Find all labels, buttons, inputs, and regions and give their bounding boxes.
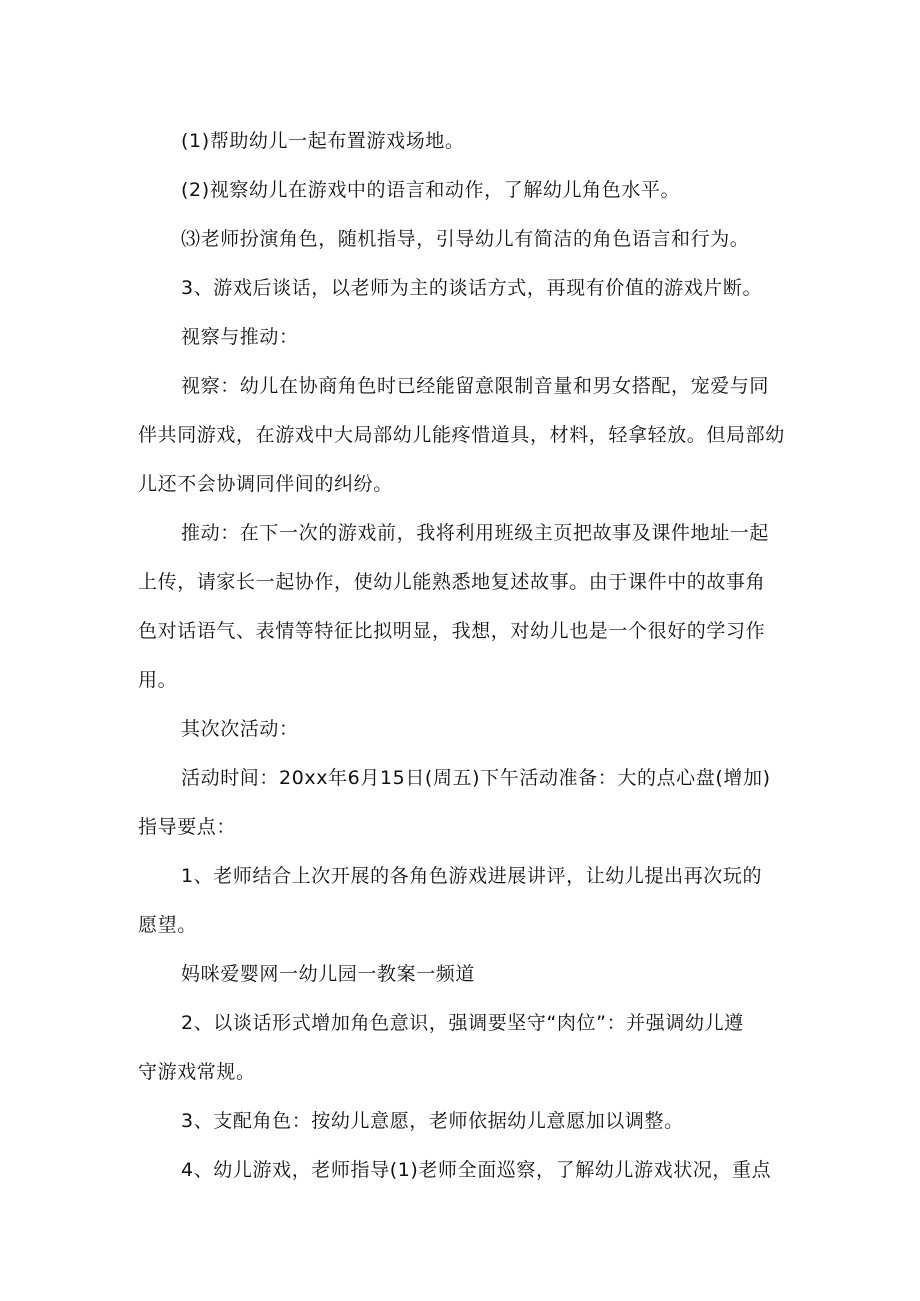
source-note: 妈咪爱婴网一幼儿园一教案一频道 — [181, 963, 476, 985]
paragraph-line: (2)视察幼儿在游戏中的语言和动作，了解幼儿角色水平。 — [181, 179, 681, 201]
paragraph-line: 伴共同游戏，在游戏中大局部幼儿能疼惜道具，材料，轻拿轻放。但局部幼 — [138, 424, 785, 446]
paragraph-line: (1)帮助幼儿一起布置游戏场地。 — [181, 130, 465, 152]
paragraph-line: 视察：幼儿在协商角色时已经能留意限制音量和男女搭配，宠爱与同 — [181, 375, 770, 397]
list-item: 4、幼儿游戏，老师指导(1)老师全面巡察，了解幼儿游戏状况，重点 — [181, 1159, 772, 1181]
list-item: 1、老师结合上次开展的各角色游戏进展讲评，让幼儿提出再次玩的 — [181, 865, 763, 887]
list-item: 3、游戏后谈话，以老师为主的谈话方式，再现有价值的游戏片断。 — [181, 277, 763, 299]
paragraph-line: 上传，请家长一起协作，使幼儿能熟悉地复述故事。由于课件中的故事角 — [138, 571, 766, 593]
section-heading: 视察与推动： — [181, 326, 299, 348]
paragraph-line: 愿望。 — [138, 914, 197, 936]
paragraph-line: 色对话语气、表情等特征比拟明显，我想，对幼儿也是一个很好的学习作 — [138, 620, 766, 642]
paragraph-line: 守游戏常规。 — [138, 1061, 256, 1083]
list-item: 3、支配角色：按幼儿意愿，老师依据幼儿意愿加以调整。 — [181, 1110, 684, 1132]
paragraph-line: 推动：在下一次的游戏前，我将利用班级主页把故事及课件地址一起 — [181, 522, 770, 544]
paragraph-line: 指导要点： — [138, 816, 237, 838]
paragraph-line: 用。 — [138, 669, 178, 691]
paragraph-line: 儿还不会协调同伴间的纠纷。 — [138, 473, 393, 495]
paragraph-line: ⑶老师扮演角色，随机指导，引导幼儿有简洁的角色语言和行为。 — [181, 228, 750, 250]
paragraph-line: 活动时间：20xx年6月15日(周五)下午活动准备：大的点心盘(增加) — [181, 767, 771, 789]
section-heading: 其次次活动： — [181, 718, 299, 740]
list-item: 2、以谈话形式增加角色意识，强调要坚守“肉位”：并强调幼儿遵 — [181, 1012, 744, 1034]
